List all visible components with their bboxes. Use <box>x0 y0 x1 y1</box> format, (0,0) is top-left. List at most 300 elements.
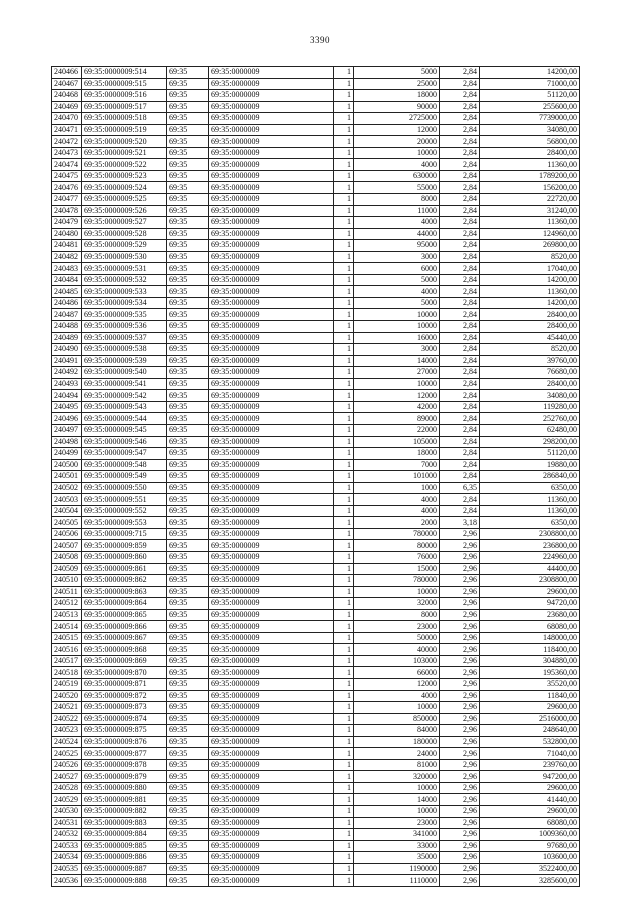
table-row <box>52 702 580 714</box>
area-cell: 8000 <box>354 194 440 206</box>
rate-cell: 2,84 <box>440 78 480 90</box>
quarter-code-cell: 69:35:0000009 <box>209 170 334 182</box>
cadastral-number-cell: 69:35:0000009:553 <box>82 517 167 529</box>
cadastral-number-cell: 69:35:0000009:539 <box>82 355 167 367</box>
area-cell: 12000 <box>354 390 440 402</box>
rate-cell: 2,96 <box>440 678 480 690</box>
district-code-cell: 69:35 <box>167 413 209 425</box>
table-row <box>52 321 580 333</box>
rate-cell: 2,96 <box>440 829 480 841</box>
row-number-cell: 240501 <box>52 471 82 483</box>
area-cell: 22000 <box>354 424 440 436</box>
table-row <box>52 78 580 90</box>
table-row <box>52 459 580 471</box>
quarter-code-cell: 69:35:0000009 <box>209 644 334 656</box>
cadastral-number-cell: 69:35:0000009:865 <box>82 609 167 621</box>
cadastral-number-cell: 69:35:0000009:522 <box>82 159 167 171</box>
quarter-code-cell: 69:35:0000009 <box>209 378 334 390</box>
quantity-cell: 1 <box>334 390 354 402</box>
area-cell: 50000 <box>354 632 440 644</box>
district-code-cell: 69:35 <box>167 609 209 621</box>
cadastral-value-cell: 195360,00 <box>480 667 580 679</box>
rate-cell: 3,18 <box>440 517 480 529</box>
quantity-cell: 1 <box>334 759 354 771</box>
row-number-cell: 240510 <box>52 575 82 587</box>
area-cell: 320000 <box>354 771 440 783</box>
rate-cell: 2,84 <box>440 401 480 413</box>
rate-cell: 2,84 <box>440 286 480 298</box>
rate-cell: 2,84 <box>440 90 480 102</box>
quarter-code-cell: 69:35:0000009 <box>209 217 334 229</box>
table-row <box>52 840 580 852</box>
cadastral-number-cell: 69:35:0000009:547 <box>82 448 167 460</box>
area-cell: 20000 <box>354 136 440 148</box>
district-code-cell: 69:35 <box>167 147 209 159</box>
cadastral-value-cell: 11840,00 <box>480 690 580 702</box>
cadastral-value-cell: 68080,00 <box>480 621 580 633</box>
rate-cell: 2,84 <box>440 355 480 367</box>
cadastral-value-cell: 224960,00 <box>480 551 580 563</box>
row-number-cell: 240518 <box>52 667 82 679</box>
row-number-cell: 240499 <box>52 448 82 460</box>
quantity-cell: 1 <box>334 378 354 390</box>
quantity-cell: 1 <box>334 367 354 379</box>
quarter-code-cell: 69:35:0000009 <box>209 840 334 852</box>
district-code-cell: 69:35 <box>167 436 209 448</box>
quarter-code-cell: 69:35:0000009 <box>209 528 334 540</box>
cadastral-value-cell: 252760,00 <box>480 413 580 425</box>
row-number-cell: 240486 <box>52 297 82 309</box>
quantity-cell: 1 <box>334 205 354 217</box>
table-row <box>52 286 580 298</box>
quantity-cell: 1 <box>334 459 354 471</box>
cadastral-number-cell: 69:35:0000009:882 <box>82 806 167 818</box>
cadastral-number-cell: 69:35:0000009:880 <box>82 782 167 794</box>
cadastral-value-cell: 118400,00 <box>480 644 580 656</box>
table-row <box>52 448 580 460</box>
area-cell: 7000 <box>354 459 440 471</box>
row-number-cell: 240472 <box>52 136 82 148</box>
cadastral-number-cell: 69:35:0000009:860 <box>82 551 167 563</box>
quantity-cell: 1 <box>334 782 354 794</box>
quantity-cell: 1 <box>334 240 354 252</box>
table-row <box>52 806 580 818</box>
quarter-code-cell: 69:35:0000009 <box>209 505 334 517</box>
rate-cell: 2,84 <box>440 240 480 252</box>
district-code-cell: 69:35 <box>167 771 209 783</box>
district-code-cell: 69:35 <box>167 852 209 864</box>
quantity-cell: 1 <box>334 67 354 79</box>
cadastral-value-cell: 17040,00 <box>480 263 580 275</box>
area-cell: 80000 <box>354 540 440 552</box>
cadastral-number-cell: 69:35:0000009:515 <box>82 78 167 90</box>
district-code-cell: 69:35 <box>167 297 209 309</box>
row-number-cell: 240498 <box>52 436 82 448</box>
row-number-cell: 240506 <box>52 528 82 540</box>
district-code-cell: 69:35 <box>167 725 209 737</box>
cadastral-number-cell: 69:35:0000009:542 <box>82 390 167 402</box>
cadastral-number-cell: 69:35:0000009:884 <box>82 829 167 841</box>
district-code-cell: 69:35 <box>167 101 209 113</box>
quarter-code-cell: 69:35:0000009 <box>209 621 334 633</box>
district-code-cell: 69:35 <box>167 806 209 818</box>
area-cell: 14000 <box>354 355 440 367</box>
rate-cell: 2,96 <box>440 644 480 656</box>
area-cell: 4000 <box>354 159 440 171</box>
district-code-cell: 69:35 <box>167 344 209 356</box>
area-cell: 10000 <box>354 378 440 390</box>
cadastral-number-cell: 69:35:0000009:529 <box>82 240 167 252</box>
table-row <box>52 413 580 425</box>
rate-cell: 2,96 <box>440 875 480 887</box>
cadastral-number-cell: 69:35:0000009:877 <box>82 748 167 760</box>
quarter-code-cell: 69:35:0000009 <box>209 609 334 621</box>
cadastral-value-cell: 97680,00 <box>480 840 580 852</box>
cadastral-number-cell: 69:35:0000009:881 <box>82 794 167 806</box>
area-cell: 16000 <box>354 332 440 344</box>
rate-cell: 2,84 <box>440 471 480 483</box>
row-number-cell: 240484 <box>52 274 82 286</box>
rate-cell: 2,84 <box>440 332 480 344</box>
quarter-code-cell: 69:35:0000009 <box>209 274 334 286</box>
table-row <box>52 609 580 621</box>
quarter-code-cell: 69:35:0000009 <box>209 436 334 448</box>
table-row <box>52 274 580 286</box>
rate-cell: 2,84 <box>440 136 480 148</box>
cadastral-value-cell: 239760,00 <box>480 759 580 771</box>
area-cell: 35000 <box>354 852 440 864</box>
table-row <box>52 678 580 690</box>
cadastral-number-cell: 69:35:0000009:528 <box>82 228 167 240</box>
table-row <box>52 632 580 644</box>
district-code-cell: 69:35 <box>167 598 209 610</box>
cadastral-number-cell: 69:35:0000009:863 <box>82 586 167 598</box>
area-cell: 10000 <box>354 586 440 598</box>
area-cell: 10000 <box>354 806 440 818</box>
cadastral-number-cell: 69:35:0000009:552 <box>82 505 167 517</box>
row-number-cell: 240520 <box>52 690 82 702</box>
rate-cell: 2,96 <box>440 540 480 552</box>
cadastral-value-cell: 236800,00 <box>480 540 580 552</box>
row-number-cell: 240512 <box>52 598 82 610</box>
district-code-cell: 69:35 <box>167 563 209 575</box>
table-row <box>52 759 580 771</box>
cadastral-number-cell: 69:35:0000009:887 <box>82 863 167 875</box>
rate-cell: 2,96 <box>440 736 480 748</box>
row-number-cell: 240495 <box>52 401 82 413</box>
cadastral-number-cell: 69:35:0000009:527 <box>82 217 167 229</box>
district-code-cell: 69:35 <box>167 459 209 471</box>
area-cell: 1000 <box>354 482 440 494</box>
quantity-cell: 1 <box>334 586 354 598</box>
area-cell: 55000 <box>354 182 440 194</box>
area-cell: 1190000 <box>354 863 440 875</box>
cadastral-number-cell: 69:35:0000009:537 <box>82 332 167 344</box>
rate-cell: 2,96 <box>440 528 480 540</box>
quarter-code-cell: 69:35:0000009 <box>209 713 334 725</box>
row-number-cell: 240514 <box>52 621 82 633</box>
row-number-cell: 240476 <box>52 182 82 194</box>
rate-cell: 2,84 <box>440 159 480 171</box>
quarter-code-cell: 69:35:0000009 <box>209 771 334 783</box>
row-number-cell: 240529 <box>52 794 82 806</box>
quarter-code-cell: 69:35:0000009 <box>209 482 334 494</box>
cadastral-number-cell: 69:35:0000009:864 <box>82 598 167 610</box>
row-number-cell: 240535 <box>52 863 82 875</box>
rate-cell: 2,84 <box>440 101 480 113</box>
rate-cell: 2,96 <box>440 725 480 737</box>
cadastral-number-cell: 69:35:0000009:526 <box>82 205 167 217</box>
row-number-cell: 240527 <box>52 771 82 783</box>
area-cell: 6000 <box>354 263 440 275</box>
table-row <box>52 344 580 356</box>
rate-cell: 2,96 <box>440 759 480 771</box>
quantity-cell: 1 <box>334 321 354 333</box>
district-code-cell: 69:35 <box>167 124 209 136</box>
quarter-code-cell: 69:35:0000009 <box>209 655 334 667</box>
quantity-cell: 1 <box>334 644 354 656</box>
row-number-cell: 240492 <box>52 367 82 379</box>
cadastral-value-cell: 269800,00 <box>480 240 580 252</box>
cadastral-number-cell: 69:35:0000009:524 <box>82 182 167 194</box>
row-number-cell: 240504 <box>52 505 82 517</box>
cadastral-value-cell: 29600,00 <box>480 702 580 714</box>
cadastral-value-cell: 14200,00 <box>480 67 580 79</box>
row-number-cell: 240522 <box>52 713 82 725</box>
table-row <box>52 390 580 402</box>
rate-cell: 2,96 <box>440 771 480 783</box>
table-row <box>52 598 580 610</box>
cadastral-number-cell: 69:35:0000009:543 <box>82 401 167 413</box>
area-cell: 25000 <box>354 78 440 90</box>
quantity-cell: 1 <box>334 690 354 702</box>
cadastral-value-cell: 22720,00 <box>480 194 580 206</box>
rate-cell: 2,96 <box>440 667 480 679</box>
district-code-cell: 69:35 <box>167 505 209 517</box>
row-number-cell: 240531 <box>52 817 82 829</box>
rate-cell: 2,84 <box>440 505 480 517</box>
table-row <box>52 424 580 436</box>
district-code-cell: 69:35 <box>167 875 209 887</box>
cadastral-number-cell: 69:35:0000009:518 <box>82 113 167 125</box>
quarter-code-cell: 69:35:0000009 <box>209 852 334 864</box>
table-row <box>52 378 580 390</box>
row-number-cell: 240517 <box>52 655 82 667</box>
table-row <box>52 297 580 309</box>
table-row <box>52 725 580 737</box>
quantity-cell: 1 <box>334 170 354 182</box>
cadastral-value-cell: 68080,00 <box>480 817 580 829</box>
cadastral-number-cell: 69:35:0000009:875 <box>82 725 167 737</box>
area-cell: 84000 <box>354 725 440 737</box>
table-row <box>52 471 580 483</box>
rate-cell: 2,96 <box>440 598 480 610</box>
rate-cell: 6,35 <box>440 482 480 494</box>
row-number-cell: 240491 <box>52 355 82 367</box>
district-code-cell: 69:35 <box>167 829 209 841</box>
area-cell: 90000 <box>354 101 440 113</box>
row-number-cell: 240493 <box>52 378 82 390</box>
row-number-cell: 240478 <box>52 205 82 217</box>
quarter-code-cell: 69:35:0000009 <box>209 332 334 344</box>
cadastral-number-cell: 69:35:0000009:868 <box>82 644 167 656</box>
quantity-cell: 1 <box>334 771 354 783</box>
quarter-code-cell: 69:35:0000009 <box>209 78 334 90</box>
row-number-cell: 240479 <box>52 217 82 229</box>
quarter-code-cell: 69:35:0000009 <box>209 551 334 563</box>
cadastral-value-cell: 23680,00 <box>480 609 580 621</box>
quarter-code-cell: 69:35:0000009 <box>209 240 334 252</box>
quantity-cell: 1 <box>334 632 354 644</box>
rate-cell: 2,84 <box>440 344 480 356</box>
table-row <box>52 263 580 275</box>
district-code-cell: 69:35 <box>167 713 209 725</box>
cadastral-number-cell: 69:35:0000009:514 <box>82 67 167 79</box>
quarter-code-cell: 69:35:0000009 <box>209 251 334 263</box>
area-cell: 10000 <box>354 782 440 794</box>
cadastral-number-cell: 69:35:0000009:550 <box>82 482 167 494</box>
quarter-code-cell: 69:35:0000009 <box>209 759 334 771</box>
district-code-cell: 69:35 <box>167 782 209 794</box>
cadastral-value-cell: 35520,00 <box>480 678 580 690</box>
table-row <box>52 551 580 563</box>
cadastral-value-cell: 124960,00 <box>480 228 580 240</box>
cadastral-number-cell: 69:35:0000009:549 <box>82 471 167 483</box>
quantity-cell: 1 <box>334 136 354 148</box>
table-row <box>52 771 580 783</box>
quantity-cell: 1 <box>334 852 354 864</box>
cadastral-value-cell: 19880,00 <box>480 459 580 471</box>
quantity-cell: 1 <box>334 436 354 448</box>
row-number-cell: 240494 <box>52 390 82 402</box>
quarter-code-cell: 69:35:0000009 <box>209 297 334 309</box>
row-number-cell: 240532 <box>52 829 82 841</box>
quantity-cell: 1 <box>334 424 354 436</box>
cadastral-value-cell: 34080,00 <box>480 390 580 402</box>
row-number-cell: 240466 <box>52 67 82 79</box>
rate-cell: 2,96 <box>440 632 480 644</box>
quantity-cell: 1 <box>334 263 354 275</box>
area-cell: 2725000 <box>354 113 440 125</box>
quantity-cell: 1 <box>334 748 354 760</box>
quantity-cell: 1 <box>334 609 354 621</box>
quantity-cell: 1 <box>334 598 354 610</box>
rate-cell: 2,96 <box>440 817 480 829</box>
area-cell: 4000 <box>354 690 440 702</box>
cadastral-value-table <box>51 66 580 887</box>
quarter-code-cell: 69:35:0000009 <box>209 401 334 413</box>
table-row <box>52 621 580 633</box>
row-number-cell: 240496 <box>52 413 82 425</box>
cadastral-number-cell: 69:35:0000009:867 <box>82 632 167 644</box>
district-code-cell: 69:35 <box>167 690 209 702</box>
rate-cell: 2,96 <box>440 748 480 760</box>
district-code-cell: 69:35 <box>167 517 209 529</box>
row-number-cell: 240489 <box>52 332 82 344</box>
cadastral-number-cell: 69:35:0000009:886 <box>82 852 167 864</box>
row-number-cell: 240477 <box>52 194 82 206</box>
cadastral-number-cell: 69:35:0000009:532 <box>82 274 167 286</box>
district-code-cell: 69:35 <box>167 228 209 240</box>
quantity-cell: 1 <box>334 829 354 841</box>
quarter-code-cell: 69:35:0000009 <box>209 159 334 171</box>
district-code-cell: 69:35 <box>167 863 209 875</box>
district-code-cell: 69:35 <box>167 332 209 344</box>
rate-cell: 2,84 <box>440 459 480 471</box>
area-cell: 24000 <box>354 748 440 760</box>
district-code-cell: 69:35 <box>167 136 209 148</box>
cadastral-number-cell: 69:35:0000009:869 <box>82 655 167 667</box>
quantity-cell: 1 <box>334 863 354 875</box>
quantity-cell: 1 <box>334 344 354 356</box>
cadastral-value-cell: 2308800,00 <box>480 528 580 540</box>
table-row <box>52 228 580 240</box>
area-cell: 23000 <box>354 621 440 633</box>
rate-cell: 2,96 <box>440 551 480 563</box>
row-number-cell: 240503 <box>52 494 82 506</box>
cadastral-number-cell: 69:35:0000009:871 <box>82 678 167 690</box>
quarter-code-cell: 69:35:0000009 <box>209 667 334 679</box>
quarter-code-cell: 69:35:0000009 <box>209 263 334 275</box>
table-row <box>52 205 580 217</box>
cadastral-number-cell: 69:35:0000009:533 <box>82 286 167 298</box>
cadastral-value-cell: 29600,00 <box>480 782 580 794</box>
area-cell: 76000 <box>354 551 440 563</box>
cadastral-value-cell: 51120,00 <box>480 448 580 460</box>
table-row <box>52 852 580 864</box>
district-code-cell: 69:35 <box>167 367 209 379</box>
cadastral-value-cell: 51120,00 <box>480 90 580 102</box>
quantity-cell: 1 <box>334 725 354 737</box>
district-code-cell: 69:35 <box>167 575 209 587</box>
cadastral-value-cell: 11360,00 <box>480 286 580 298</box>
district-code-cell: 69:35 <box>167 678 209 690</box>
table-row <box>52 494 580 506</box>
area-cell: 10000 <box>354 309 440 321</box>
quantity-cell: 1 <box>334 228 354 240</box>
quarter-code-cell: 69:35:0000009 <box>209 598 334 610</box>
quantity-cell: 1 <box>334 621 354 633</box>
quarter-code-cell: 69:35:0000009 <box>209 367 334 379</box>
cadastral-value-cell: 1009360,00 <box>480 829 580 841</box>
quarter-code-cell: 69:35:0000009 <box>209 205 334 217</box>
cadastral-number-cell: 69:35:0000009:536 <box>82 321 167 333</box>
quarter-code-cell: 69:35:0000009 <box>209 748 334 760</box>
table-row <box>52 863 580 875</box>
quantity-cell: 1 <box>334 505 354 517</box>
row-number-cell: 240536 <box>52 875 82 887</box>
cadastral-value-cell: 28400,00 <box>480 147 580 159</box>
row-number-cell: 240483 <box>52 263 82 275</box>
cadastral-number-cell: 69:35:0000009:520 <box>82 136 167 148</box>
cadastral-value-cell: 39760,00 <box>480 355 580 367</box>
district-code-cell: 69:35 <box>167 528 209 540</box>
area-cell: 5000 <box>354 274 440 286</box>
cadastral-value-cell: 1789200,00 <box>480 170 580 182</box>
rate-cell: 2,84 <box>440 274 480 286</box>
rate-cell: 2,96 <box>440 702 480 714</box>
area-cell: 33000 <box>354 840 440 852</box>
quantity-cell: 1 <box>334 274 354 286</box>
cadastral-number-cell: 69:35:0000009:878 <box>82 759 167 771</box>
quarter-code-cell: 69:35:0000009 <box>209 228 334 240</box>
quantity-cell: 1 <box>334 78 354 90</box>
district-code-cell: 69:35 <box>167 205 209 217</box>
district-code-cell: 69:35 <box>167 390 209 402</box>
table-row <box>52 736 580 748</box>
quarter-code-cell: 69:35:0000009 <box>209 702 334 714</box>
cadastral-value-cell: 11360,00 <box>480 494 580 506</box>
